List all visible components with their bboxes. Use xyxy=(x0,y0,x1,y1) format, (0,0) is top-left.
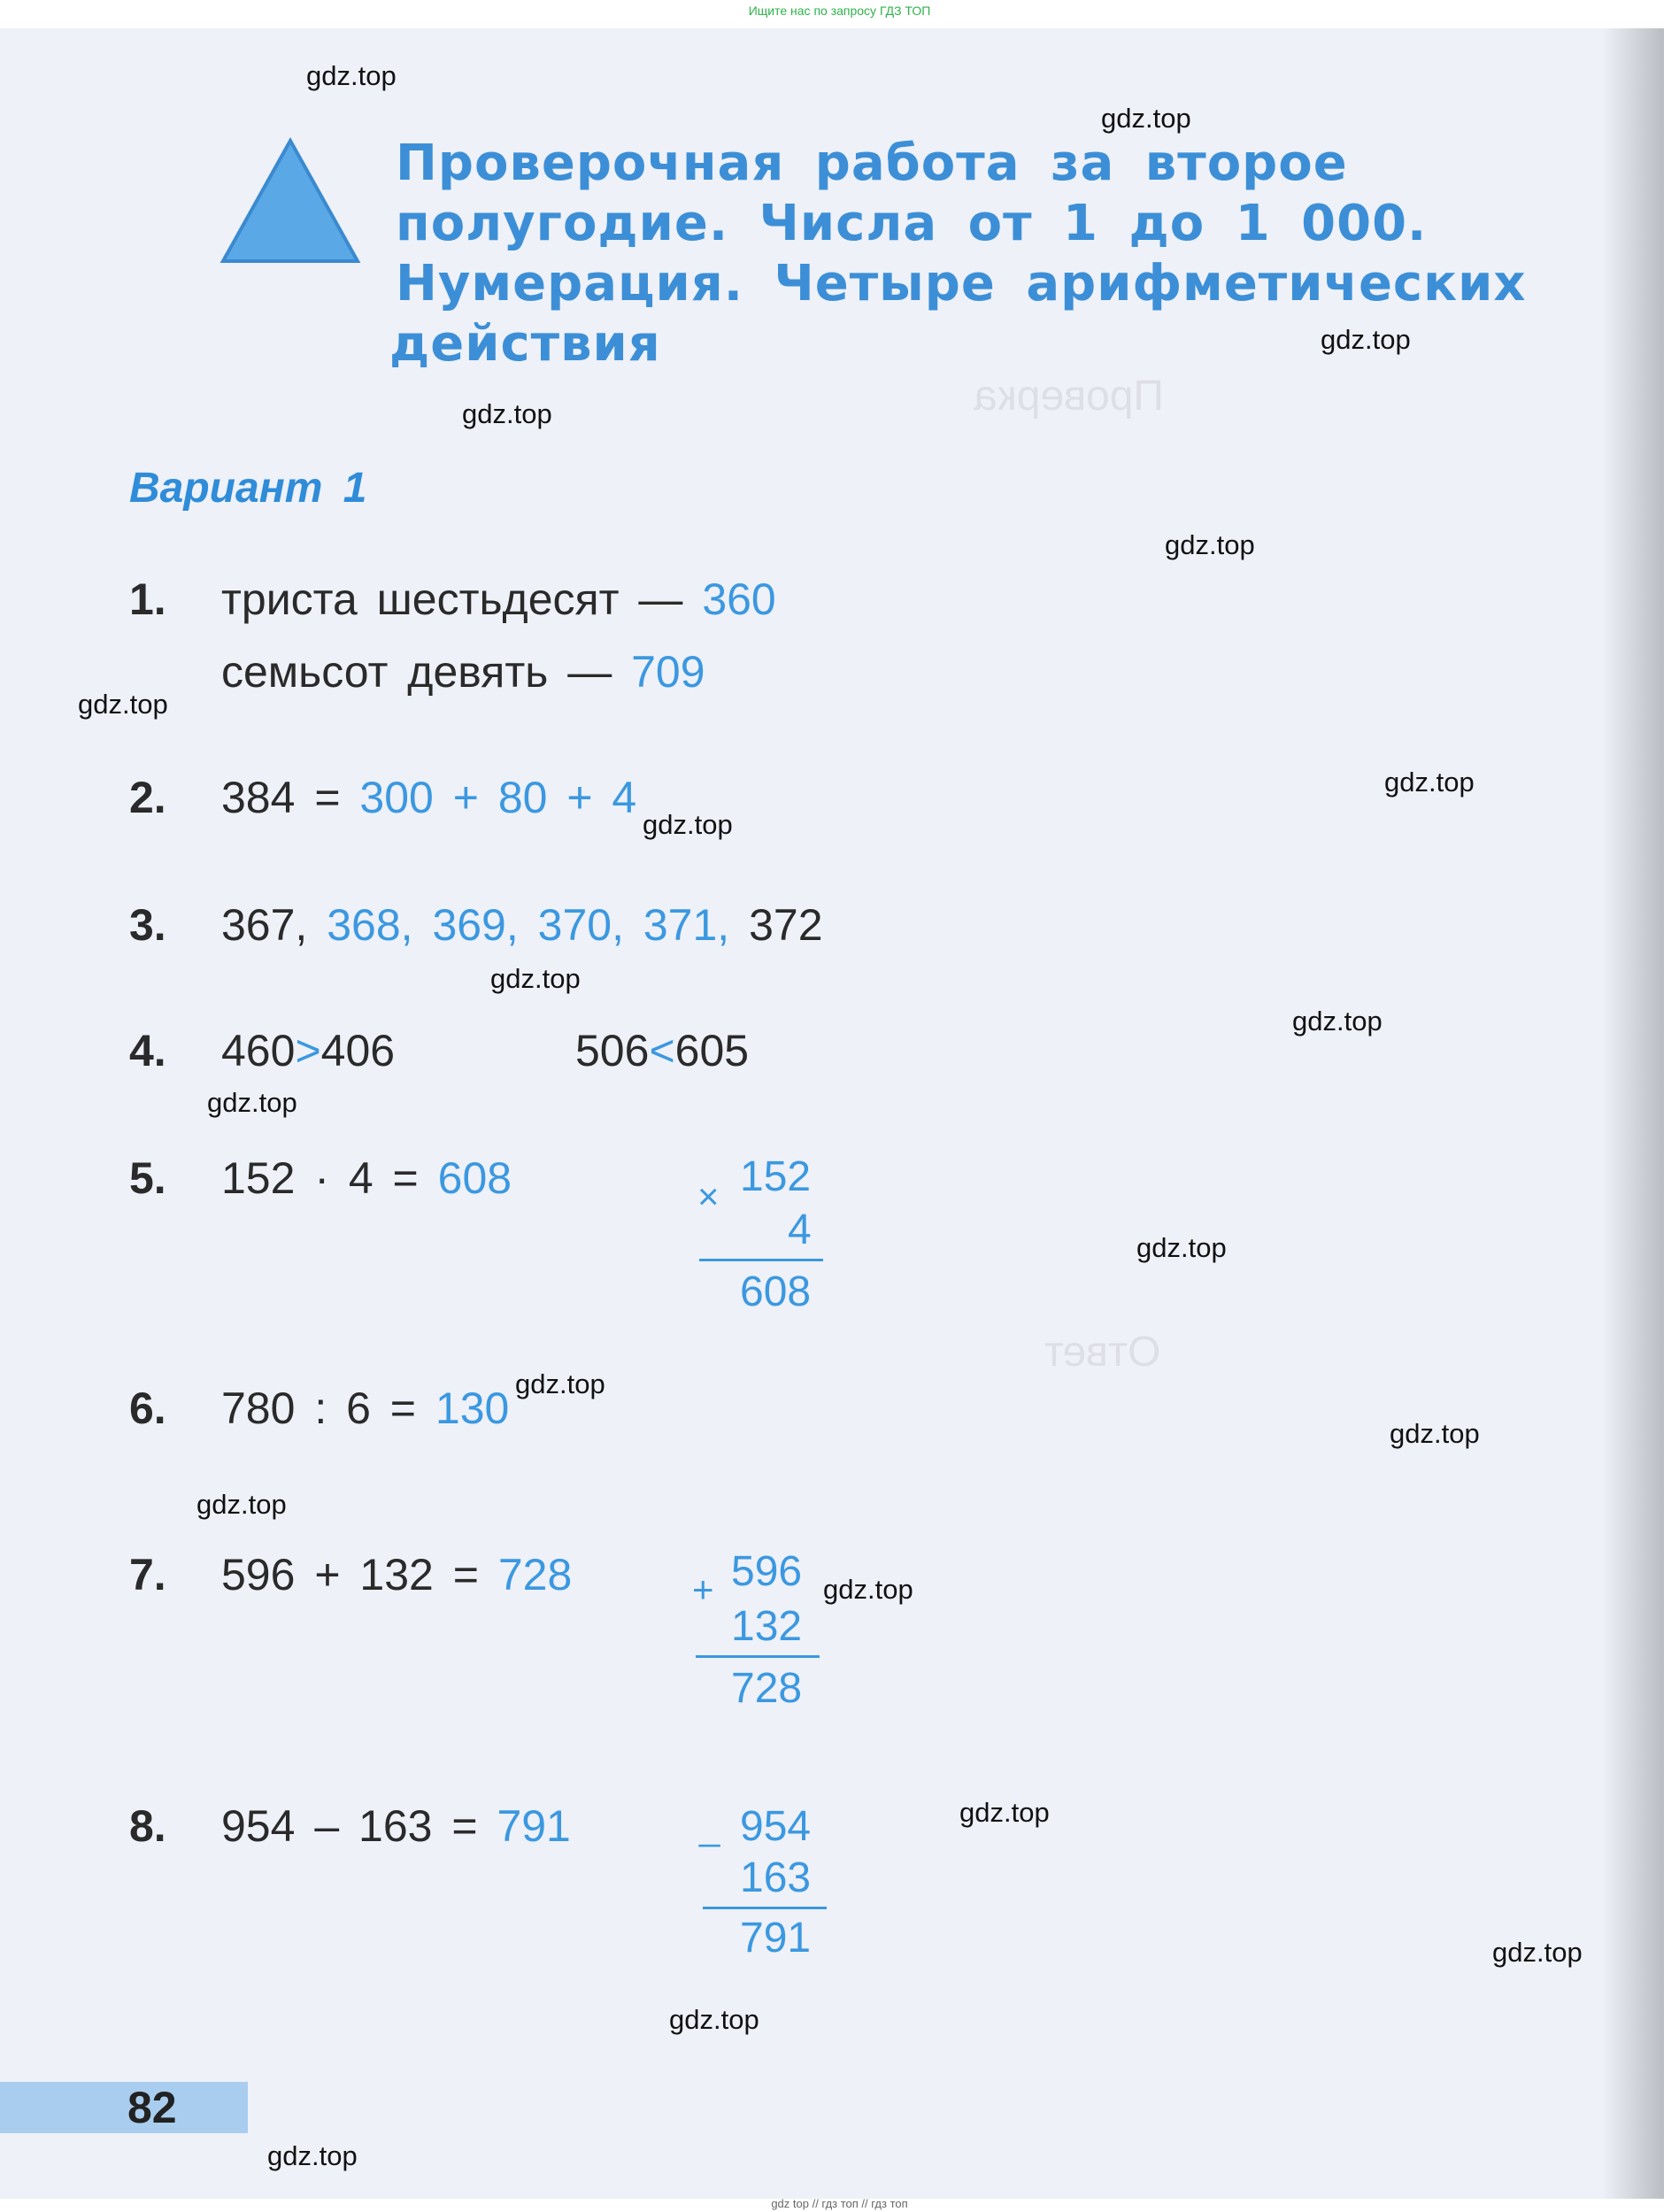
task-7-column-result: 728 xyxy=(731,1665,803,1712)
watermark: gdz.top xyxy=(1384,767,1475,798)
task-8-expr: 954 – 163 = xyxy=(221,1801,478,1851)
task-5-column-operator: × xyxy=(697,1175,720,1217)
task-6-answer: 130 xyxy=(435,1383,510,1433)
task-5-expression xyxy=(221,1152,512,1204)
watermark: gdz.top xyxy=(1165,529,1255,560)
bleed-through-text: Проверка xyxy=(974,373,1164,420)
watermark: gdz.top xyxy=(462,398,552,429)
task-4-a-left: 460 xyxy=(221,1026,296,1075)
task-2-expr: 384 = xyxy=(221,773,341,822)
task-1-words-1: триста шестьдесят — xyxy=(221,574,683,624)
triangle-icon xyxy=(220,137,361,266)
task-5-column-top: 152 xyxy=(740,1153,812,1200)
task-3-last: 372 xyxy=(749,900,823,950)
watermark: gdz.top xyxy=(823,1574,913,1605)
watermark: gdz.top xyxy=(643,809,733,840)
task-6-expr: 780 : 6 = xyxy=(221,1383,416,1433)
task-1-answer-2: 709 xyxy=(631,647,705,697)
task-2-answer: 300 + 80 + 4 xyxy=(359,773,637,822)
watermark: gdz.top xyxy=(959,1797,1050,1828)
task-8-column-result: 791 xyxy=(740,1915,812,1962)
title-line-4: действия xyxy=(389,315,661,373)
task-5-number: 5. xyxy=(129,1153,166,1203)
task-7-column-top: 596 xyxy=(731,1548,803,1595)
task-1-answer-1: 360 xyxy=(702,574,776,624)
task-4-a-sign: > xyxy=(295,1026,321,1075)
watermark: gdz.top xyxy=(207,1087,297,1118)
watermark: gdz.top xyxy=(196,1489,287,1520)
watermark: gdz.top xyxy=(267,2140,358,2171)
watermark: gdz.top xyxy=(669,2004,759,2035)
task-1-line-1 xyxy=(221,574,776,625)
task-2-expression xyxy=(221,772,636,823)
watermark: gdz.top xyxy=(78,689,168,720)
task-3-number: 3. xyxy=(129,900,166,950)
page-number: 82 xyxy=(127,2083,177,2132)
task-3-answers: 368, 369, 370, 371, xyxy=(327,900,730,950)
task-8-answer: 791 xyxy=(497,1801,571,1851)
task-6-expression xyxy=(221,1383,509,1434)
task-4-b-left: 506 xyxy=(575,1026,650,1075)
watermark: gdz.top xyxy=(1492,1937,1583,1968)
task-3-first: 367, xyxy=(221,900,308,950)
watermark: gdz.top xyxy=(1390,1418,1480,1449)
task-5-answer: 608 xyxy=(437,1153,512,1203)
watermark: gdz.top xyxy=(1136,1232,1227,1263)
task-4-a-right: 406 xyxy=(320,1026,396,1075)
watermark: gdz.top xyxy=(515,1368,605,1399)
task-2-number: 2. xyxy=(129,773,166,822)
page-number-tab xyxy=(0,2082,248,2133)
task-8-column-rule xyxy=(703,1907,827,1909)
watermark: gdz.top xyxy=(1321,324,1411,355)
watermark: gdz.top xyxy=(306,60,397,91)
task-5-column-result: 608 xyxy=(740,1268,812,1315)
bleed-through-text: Ответ xyxy=(1044,1329,1161,1376)
title-line-3: Нумерация. Четыре арифметических xyxy=(396,255,1527,312)
task-5-expr: 152 · 4 = xyxy=(221,1153,419,1203)
task-8-column-operator: _ xyxy=(699,1806,720,1847)
title-line-1: Проверочная работа за второе xyxy=(396,135,1348,192)
watermark: gdz.top xyxy=(1292,1006,1382,1037)
task-4-b-right: 605 xyxy=(674,1026,750,1075)
task-4-b-sign: < xyxy=(649,1026,675,1075)
watermark: gdz.top xyxy=(490,963,581,994)
task-7-answer: 728 xyxy=(497,1550,573,1599)
page-gutter-shadow xyxy=(1602,28,1664,2199)
header-banner[interactable]: Ищите нас по запросу ГДЗ ТОП xyxy=(748,4,931,18)
task-6-number: 6. xyxy=(129,1383,166,1433)
task-4-comparison-a xyxy=(221,1025,395,1076)
task-7-number: 7. xyxy=(129,1550,166,1599)
task-7-expression xyxy=(221,1549,572,1600)
task-5-column-rule xyxy=(699,1259,823,1261)
task-7-expr: 596 + 132 = xyxy=(221,1550,479,1599)
task-8-number: 8. xyxy=(129,1801,166,1851)
task-1-number: 1. xyxy=(129,574,166,624)
task-8-column-bottom: 163 xyxy=(740,1854,812,1901)
task-8-expression xyxy=(221,1800,571,1852)
task-3-sequence xyxy=(221,899,823,951)
task-7-column-bottom: 132 xyxy=(731,1603,803,1650)
task-1-line-2 xyxy=(221,646,705,698)
watermark: gdz.top xyxy=(1101,103,1191,134)
variant-heading: Вариант 1 xyxy=(129,465,367,512)
task-7-column-rule xyxy=(696,1655,820,1658)
task-8-column-top: 954 xyxy=(740,1803,812,1850)
task-4-comparison-b xyxy=(575,1025,749,1076)
task-7-column-operator: + xyxy=(692,1568,714,1610)
task-1-words-2: семьсот девять — xyxy=(221,647,612,697)
title-line-2: полугодие. Числа от 1 до 1 000. xyxy=(396,195,1428,252)
task-4-number: 4. xyxy=(129,1026,166,1075)
task-5-column-bottom: 4 xyxy=(788,1206,812,1253)
footer-banner[interactable]: gdz top // гдз топ // гдз топ xyxy=(771,2197,908,2210)
